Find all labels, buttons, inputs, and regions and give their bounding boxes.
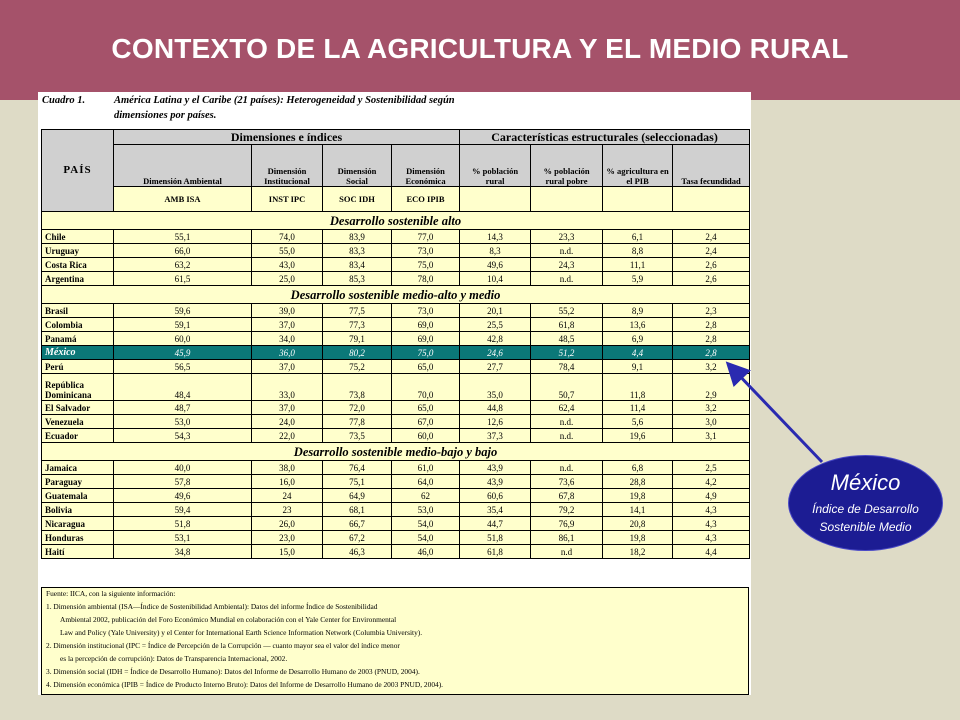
value-cell: 2,8 [673,346,750,360]
value-cell: 34,8 [114,545,252,559]
country-name: Nicaragua [42,517,114,531]
value-cell: 16,0 [252,475,323,489]
country-name: Venezuela [42,415,114,429]
value-cell: 65,0 [392,360,460,374]
value-cell: 77,3 [323,318,392,332]
column-header: % población rural [460,145,531,187]
value-cell: 38,0 [252,461,323,475]
value-cell: 54,3 [114,429,252,443]
header-group-dimensiones: Dimensiones e índices [114,130,460,145]
slide-title: CONTEXTO DE LA AGRICULTURA Y EL MEDIO RURAL [111,33,849,64]
value-cell: 53,0 [114,415,252,429]
value-cell: 42,8 [460,332,531,346]
value-cell: 79,2 [531,503,603,517]
column-header: % agricultura en el PIB [603,145,673,187]
country-name: México [42,346,114,360]
value-cell: 62,4 [531,401,603,415]
value-cell: 19,8 [603,489,673,503]
caption-line-2: dimensiones por países. [114,110,217,121]
value-cell: 26,0 [252,517,323,531]
country-name: Haití [42,545,114,559]
value-cell: 56,5 [114,360,252,374]
value-cell: 45,9 [114,346,252,360]
column-header: % población rural pobre [531,145,603,187]
empty-cell [603,187,673,212]
value-cell: 55,0 [252,244,323,258]
value-cell: 2,8 [673,318,750,332]
section-row [42,286,750,304]
value-cell: 2,4 [673,244,750,258]
footnote-line: Fuente: IICA, con la siguiente información: [46,589,176,598]
value-cell: 3,0 [673,415,750,429]
country-name: Costa Rica [42,258,114,272]
value-cell: n.d [531,545,603,559]
value-cell: 62 [392,489,460,503]
callout-line-1: Índice de Desarrollo [812,502,919,516]
value-cell: 75,2 [323,360,392,374]
table-row [42,517,750,531]
table-row [42,360,750,374]
value-cell: 10,4 [460,272,531,286]
value-cell: 51,2 [531,346,603,360]
value-cell: 8,8 [603,244,673,258]
value-cell: 59,1 [114,318,252,332]
value-cell: 78,4 [531,360,603,374]
value-cell: 61,5 [114,272,252,286]
value-cell: 60,0 [392,429,460,443]
section-row [42,443,750,461]
value-cell: 2,3 [673,304,750,318]
country-name: Uruguay [42,244,114,258]
callout-title: México [830,470,901,495]
value-cell: 83,9 [323,230,392,244]
table-row [42,401,750,415]
value-cell: 74,0 [252,230,323,244]
value-cell: 67,2 [323,531,392,545]
value-cell: 48,7 [114,401,252,415]
value-cell: 59,4 [114,503,252,517]
caption-line-1: América Latina y el Caribe (21 países): Heterogeneidad y Sostenibilidad según [114,95,455,106]
value-cell: 44,8 [460,401,531,415]
value-cell: 4,4 [673,545,750,559]
value-cell: 19,6 [603,429,673,443]
value-cell: 49,6 [460,258,531,272]
table-document [38,92,751,695]
value-cell: 76,9 [531,517,603,531]
value-cell: 61,8 [460,545,531,559]
value-cell: 3,2 [673,401,750,415]
table-row [42,318,750,332]
value-cell: 55,1 [114,230,252,244]
value-cell: 43,0 [252,258,323,272]
value-cell: 61,0 [392,461,460,475]
value-cell: 44,7 [460,517,531,531]
column-header: Dimensión Ambiental [114,145,252,187]
value-cell: 25,0 [252,272,323,286]
country-name: Bolivia [42,503,114,517]
value-cell: 46,0 [392,545,460,559]
mexico-callout [788,455,943,551]
value-cell: n.d. [531,429,603,443]
value-cell: 63,2 [114,258,252,272]
value-cell: 2,9 [673,374,750,401]
value-cell: 24,3 [531,258,603,272]
value-cell: 73,6 [531,475,603,489]
value-cell: 53,0 [392,503,460,517]
value-cell: 79,1 [323,332,392,346]
value-cell: 73,0 [392,244,460,258]
table-row [42,461,750,475]
footnote-line: 3. Dimensión social (IDH = Índice de Desarrollo Humano): Datos del Informe de Desarrollo Humano de 2003 (PNUD, 2004). [46,667,420,676]
value-cell: 19,8 [603,531,673,545]
index-code: INST IPC [252,187,323,212]
value-cell: 15,0 [252,545,323,559]
value-cell: 49,6 [114,489,252,503]
value-cell: n.d. [531,244,603,258]
table-row [42,489,750,503]
country-name: Honduras [42,531,114,545]
value-cell: 68,1 [323,503,392,517]
value-cell: 13,6 [603,318,673,332]
slide-header [0,0,960,100]
value-cell: 59,6 [114,304,252,318]
column-header: Dimensión Económica [392,145,460,187]
value-cell: 37,3 [460,429,531,443]
value-cell: 20,8 [603,517,673,531]
value-cell: 75,0 [392,346,460,360]
value-cell: 64,9 [323,489,392,503]
footnote-line: 4. Dimensión económica (IPIB = Índice de Producto Interno Bruto): Datos del Informe de Desarrollo Humano de 2003 PNUD, 2004). [46,680,444,689]
value-cell: 23,3 [531,230,603,244]
footnote-line: 1. Dimensión ambiental (ISA—Índice de Sostenibilidad Ambiental): Datos del informe Índice de Sostenibilidad [46,602,378,611]
value-cell: 72,0 [323,401,392,415]
value-cell: 64,0 [392,475,460,489]
value-cell: 6,8 [603,461,673,475]
value-cell: 24,0 [252,415,323,429]
footnote-line: Ambiental 2002, publicación del Foro Económico Mundial en colaboración con el Yale Center for Environmental [60,615,397,624]
value-cell: 20,1 [460,304,531,318]
country-name: Paraguay [42,475,114,489]
value-cell: 77,0 [392,230,460,244]
value-cell: 6,9 [603,332,673,346]
value-cell: 23 [252,503,323,517]
value-cell: n.d. [531,415,603,429]
value-cell: 11,1 [603,258,673,272]
value-cell: 51,8 [114,517,252,531]
value-cell: 43,9 [460,475,531,489]
value-cell: 69,0 [392,318,460,332]
value-cell: 66,7 [323,517,392,531]
value-cell: 67,0 [392,415,460,429]
value-cell: 77,8 [323,415,392,429]
value-cell: 28,8 [603,475,673,489]
value-cell: 48,5 [531,332,603,346]
table-row [42,545,750,559]
value-cell: 14,3 [460,230,531,244]
column-header: Tasa fecundidad [673,145,750,187]
value-cell: 24,6 [460,346,531,360]
value-cell: 61,8 [531,318,603,332]
table-row [42,230,750,244]
table-row [42,304,750,318]
value-cell: 78,0 [392,272,460,286]
value-cell: 25,5 [460,318,531,332]
value-cell: 2,6 [673,272,750,286]
value-cell: 80,2 [323,346,392,360]
value-cell: 86,1 [531,531,603,545]
value-cell: 73,8 [323,374,392,401]
caption-label: Cuadro 1. [42,95,86,106]
value-cell: 5,6 [603,415,673,429]
value-cell: 6,1 [603,230,673,244]
value-cell: 34,0 [252,332,323,346]
callout-line-2: Sostenible Medio [819,520,912,534]
value-cell: 18,2 [603,545,673,559]
value-cell: 8,3 [460,244,531,258]
value-cell: 3,1 [673,429,750,443]
index-code: SOC IDH [323,187,392,212]
value-cell: 22,0 [252,429,323,443]
section-title: Desarrollo sostenible medio-alto y medio [42,286,750,304]
empty-cell [673,187,750,212]
value-cell: 40,0 [114,461,252,475]
country-name: Colombia [42,318,114,332]
value-cell: 4,3 [673,503,750,517]
value-cell: 83,4 [323,258,392,272]
header-pais: PAÍS [42,130,114,212]
value-cell: 4,2 [673,475,750,489]
value-cell: 48,4 [114,374,252,401]
value-cell: 60,0 [114,332,252,346]
value-cell: n.d. [531,272,603,286]
value-cell: 57,8 [114,475,252,489]
sustainability-table [41,129,750,559]
value-cell: 23,0 [252,531,323,545]
footnote-line: Law and Policy (Yale University) y el Center for International Earth Science Information Network (Columbia University). [60,628,423,637]
value-cell: 36,0 [252,346,323,360]
section-title: Desarrollo sostenible medio-bajo y bajo [42,443,750,461]
value-cell: 4,4 [603,346,673,360]
table-row [42,374,750,401]
value-cell: 77,5 [323,304,392,318]
value-cell: 83,3 [323,244,392,258]
table-footnotes [41,587,749,695]
value-cell: 4,9 [673,489,750,503]
value-cell: 5,9 [603,272,673,286]
value-cell: 55,2 [531,304,603,318]
section-title: Desarrollo sostenible alto [42,212,750,230]
value-cell: 27,7 [460,360,531,374]
country-name: Chile [42,230,114,244]
value-cell: 37,0 [252,318,323,332]
value-cell: 73,5 [323,429,392,443]
index-code: ECO IPIB [392,187,460,212]
column-header: Dimensión Social [323,145,392,187]
value-cell: 2,5 [673,461,750,475]
country-name: Perú [42,360,114,374]
value-cell: 76,4 [323,461,392,475]
footnote-line: 2. Dimensión institucional (IPC = Índice de Percepción de la Corrupción — cuanto mayor sea el valor del índice menor [46,641,400,650]
country-name: Ecuador [42,429,114,443]
column-header: Dimensión Institucional [252,145,323,187]
value-cell: 54,0 [392,517,460,531]
table-row [42,258,750,272]
value-cell: n.d. [531,461,603,475]
value-cell: 51,8 [460,531,531,545]
value-cell: 11,8 [603,374,673,401]
value-cell: 3,2 [673,360,750,374]
value-cell: 46,3 [323,545,392,559]
value-cell: 2,8 [673,332,750,346]
value-cell: 2,6 [673,258,750,272]
value-cell: 70,0 [392,374,460,401]
table-row [42,244,750,258]
table-caption [42,95,455,106]
table-row [42,503,750,517]
value-cell: 69,0 [392,332,460,346]
value-cell: 54,0 [392,531,460,545]
value-cell: 53,1 [114,531,252,545]
empty-cell [531,187,603,212]
country-name: Jamaica [42,461,114,475]
table-row [42,531,750,545]
country-name: Brasil [42,304,114,318]
value-cell: 37,0 [252,401,323,415]
value-cell: 33,0 [252,374,323,401]
value-cell: 8,9 [603,304,673,318]
value-cell: 2,4 [673,230,750,244]
value-cell: 85,3 [323,272,392,286]
value-cell: 9,1 [603,360,673,374]
table-row [42,332,750,346]
value-cell: 65,0 [392,401,460,415]
value-cell: 50,7 [531,374,603,401]
index-code: AMB ISA [114,187,252,212]
value-cell: 35,4 [460,503,531,517]
value-cell: 4,3 [673,517,750,531]
footnote-line: es la percepción de corrupción): Datos de Transparencia Internacional, 2002. [60,654,288,663]
country-name: República Dominicana [42,374,114,401]
table-row [42,346,750,360]
table-row [42,272,750,286]
country-name: Guatemala [42,489,114,503]
value-cell: 67,8 [531,489,603,503]
header-group-caracteristicas: Características estructurales (seleccionadas) [460,130,750,145]
value-cell: 60,6 [460,489,531,503]
empty-cell [460,187,531,212]
value-cell: 43,9 [460,461,531,475]
value-cell: 24 [252,489,323,503]
value-cell: 11,4 [603,401,673,415]
country-name: Argentina [42,272,114,286]
value-cell: 37,0 [252,360,323,374]
table-row [42,415,750,429]
table-row [42,475,750,489]
value-cell: 35,0 [460,374,531,401]
section-row [42,212,750,230]
table-row [42,429,750,443]
value-cell: 39,0 [252,304,323,318]
country-name: Panamá [42,332,114,346]
value-cell: 75,0 [392,258,460,272]
country-name: El Salvador [42,401,114,415]
value-cell: 4,3 [673,531,750,545]
value-cell: 75,1 [323,475,392,489]
value-cell: 14,1 [603,503,673,517]
value-cell: 12,6 [460,415,531,429]
value-cell: 66,0 [114,244,252,258]
value-cell: 73,0 [392,304,460,318]
